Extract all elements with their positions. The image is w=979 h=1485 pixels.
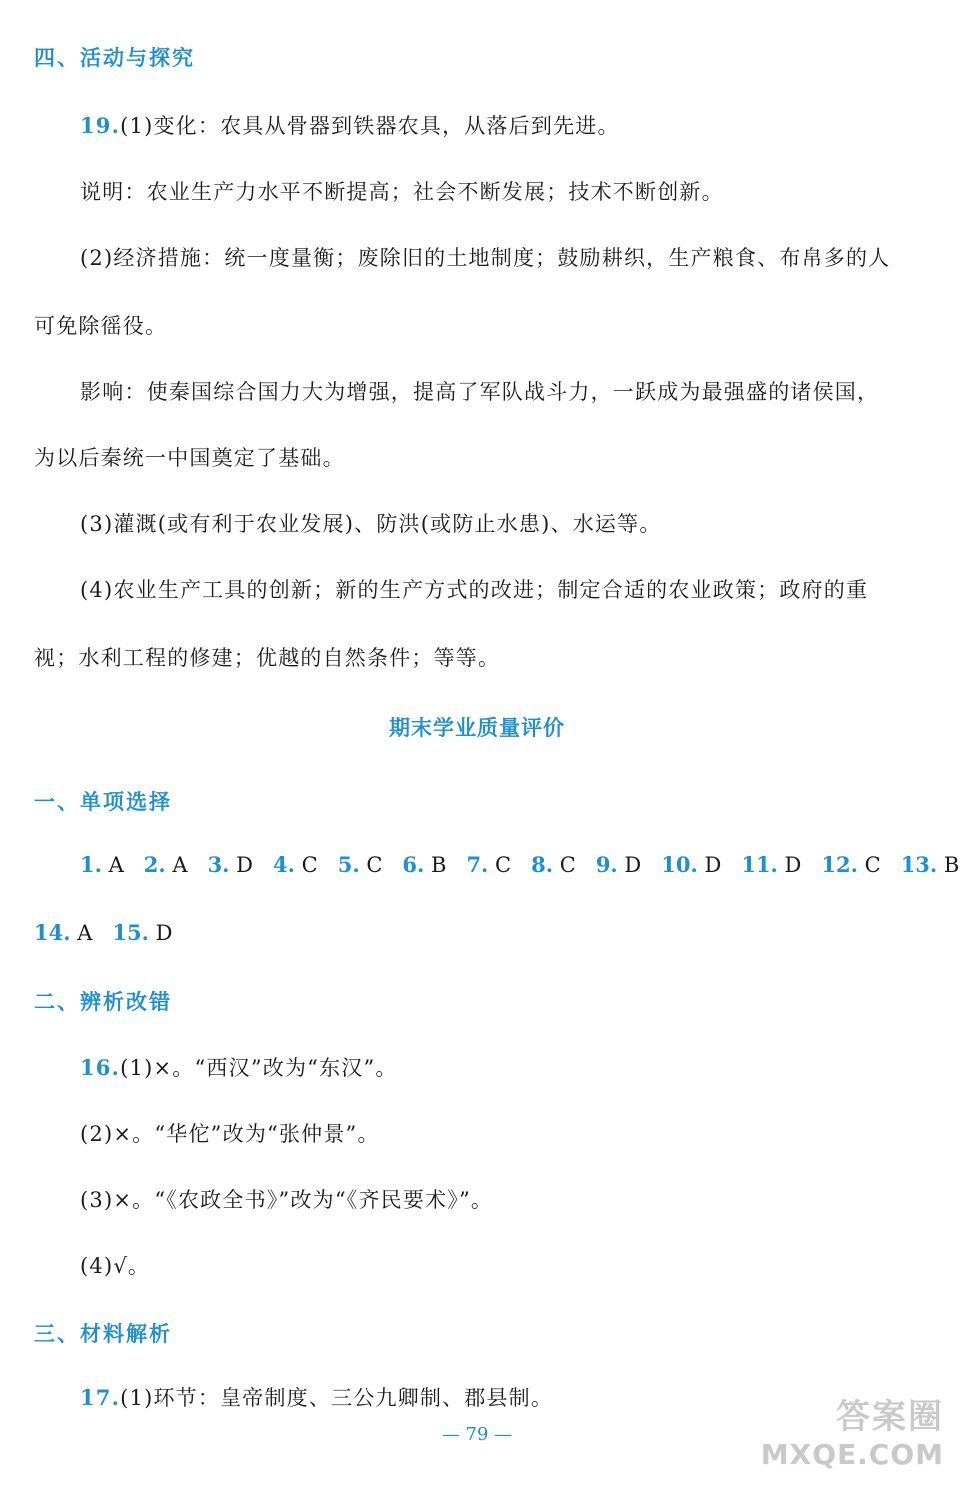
q17-number: 17. [80,1385,121,1410]
q16-part2: (2)×。“华佗”改为“张仲景”。 [80,1122,380,1146]
answer-item [596,852,641,877]
q16-part3: (3)×。“《农政全书》”改为“《齐民要术》”。 [80,1188,494,1212]
answer-item [402,852,446,877]
watermark-logo-text: 答案圈 [836,1397,944,1437]
q19-part1 [0,110,954,140]
q16-part1 [0,1052,954,1082]
answers-row-1 [0,852,960,877]
answer-number: 14. [34,920,71,945]
answer-item [144,852,188,877]
answer-choice: D [777,853,802,877]
answer-item [661,852,721,877]
q19-impact-line2: 为以后秦统一中国奠定了基础。 [34,446,345,470]
q19-part2-line2: 可免除徭役。 [34,314,168,338]
answer-number: 7. [466,852,489,877]
answer-number: 1. [80,852,102,877]
q19-number: 19. [80,113,121,138]
q16-number: 16. [80,1055,121,1080]
answer-number: 13. [900,852,938,877]
answer-choice: A [165,853,188,877]
q19-part4-line2: 视；水利工程的修建；优越的自然条件；等等。 [34,646,501,670]
page-number: — 79 — [441,1424,513,1445]
answer-item [741,852,801,877]
answer-choice: C [359,853,383,877]
answer-choice: D [148,921,173,945]
section-heading-single-choice: 一、单项选择 [34,790,172,814]
answer-choice: B [424,853,447,877]
q19-part4-line1: (4)农业生产工具的创新；新的生产方式的改进；制定合适的农业政策；政府的重 [80,578,869,602]
answer-item [531,852,576,877]
answer-item [273,852,318,877]
answer-number: 12. [821,852,858,877]
answer-number: 10. [661,852,698,877]
answer-item [901,852,960,877]
q16-part1-text: (1)×。“西汉”改为“东汉”。 [120,1056,398,1080]
answer-choice: D [697,853,722,877]
answer-number: 3. [207,852,230,877]
answer-number: 4. [273,852,295,877]
section-heading-correction: 二、辨析改错 [34,990,172,1014]
answer-item [112,920,172,945]
answer-choice: A [70,921,93,945]
section-heading-activity: 四、活动与探究 [34,46,195,70]
answer-choice: B [937,853,960,877]
answer-number: 8. [531,852,554,877]
answers-row-2 [0,920,954,945]
answer-choice: A [101,853,124,877]
answer-number: 6. [402,852,425,877]
q19-impact-line1: 影响：使秦国综合国力大为增强，提高了军队战斗力，一跃成为最强盛的诸侯国， [80,380,880,404]
q19-part2-line1: (2)经济措施：统一度量衡；废除旧的土地制度；鼓励耕织，生产粮食、布帛多的人 [80,246,891,270]
section-heading-material-analysis: 三、材料解析 [34,1322,172,1346]
answer-choice: C [857,853,881,877]
answer-item [34,920,92,945]
q19-part3: (3)灌溉(或有利于农业发展)、防洪(或防止水患)、水运等。 [80,512,662,536]
answer-number: 15. [112,920,149,945]
answer-number: 2. [143,852,166,877]
watermark-url: MXQE.COM [760,1438,944,1471]
q19-part1-text: (1)变化：农具从骨器到铁器农具，从落后到先进。 [120,114,620,138]
answer-choice: C [294,853,318,877]
answer-choice: C [553,853,576,877]
q16-part4: (4)√。 [80,1254,151,1278]
answer-number: 9. [595,852,618,877]
final-evaluation-title: 期末学业质量评价 [389,716,565,740]
answer-item [338,852,383,877]
q17-part1-text: (1)环节：皇帝制度、三公九卿制、郡县制。 [120,1386,554,1410]
answer-number: 5. [337,852,360,877]
answer-item [466,852,511,877]
answer-item [208,852,253,877]
site-watermark [761,1389,944,1471]
q19-explanation: 说明：农业生产力水平不断提高；社会不断发展；技术不断创新。 [80,180,724,204]
answer-choice: D [617,853,642,877]
answer-item [821,852,880,877]
answer-item [80,852,124,877]
answer-choice: D [229,853,254,877]
answer-number: 11. [741,852,778,877]
answer-choice: C [488,853,512,877]
